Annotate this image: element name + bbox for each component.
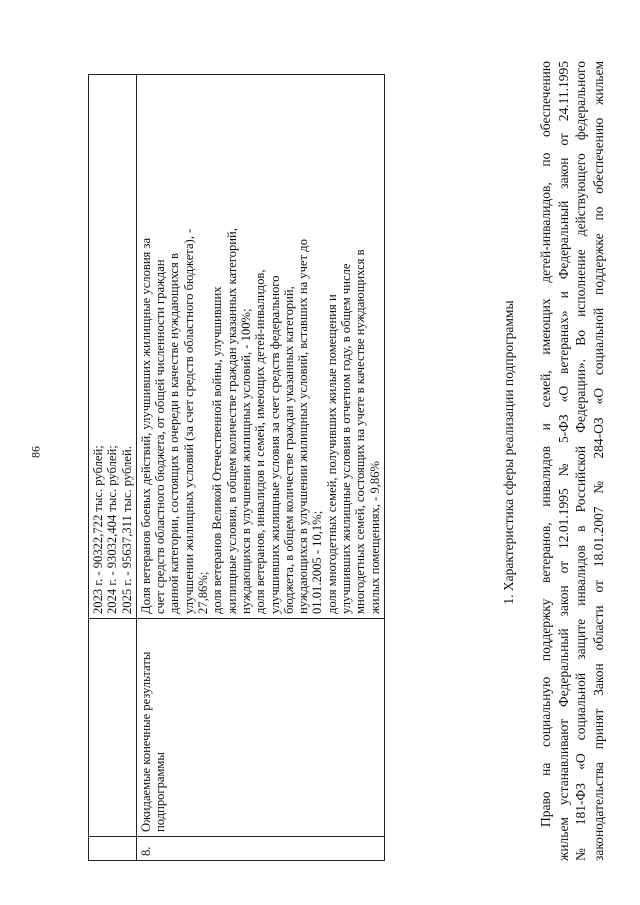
result-line: счет средств областного бюджета, от общей численности граждан	[153, 259, 168, 614]
subprogram-passport-table	[88, 74, 385, 861]
row-label-line: подпрограммы	[153, 752, 168, 832]
paragraph-line: законодательства принят Закон области от 18.01.2007 № 284-ОЗ «О социальной поддержке по обеспечению жильем	[590, 61, 606, 861]
row-label	[89, 619, 137, 837]
funding-line: 2023 г. - 90322,722 тыс. рублей;	[91, 445, 105, 614]
funding-line: 2024 г. - 93032,404 тыс. рублей;	[105, 445, 120, 614]
paragraph-line: № 181-ФЗ «О социальной защите инвалидов в Российской Федерации». Во исполнение действующего федерального	[573, 61, 589, 861]
section-heading: 1. Характеристика сферы реализации подпрограммы	[501, 300, 516, 605]
result-line: нуждающихся в улучшении жилищных условий, - 100%;	[238, 308, 253, 614]
result-line: 01.01.2005 - 10,1%;	[310, 510, 325, 614]
funding-line: 2025 г. - 95637,311 тыс. рублей.	[119, 446, 134, 614]
result-line: жилых помещениях, - 9,86%	[367, 460, 382, 614]
result-line: данной категории, состоящих в очереди в качестве нуждающихся в	[167, 253, 182, 614]
row-number	[89, 837, 137, 861]
result-line: улучшивших жилищные условия в отчетном году, в общем числе	[339, 263, 354, 614]
result-line: Доля ветеранов боевых действий, улучшивших жилищные условия за	[138, 237, 153, 614]
result-line: жилищные условия, в общем количестве граждан указанных категорий,	[224, 228, 239, 614]
result-line: улучшении жилищных условий (за счет средств областного бюджета), -	[181, 228, 196, 614]
result-line: улучшивших жилищные условия за счет средств федерального	[267, 275, 282, 614]
table-row-funding	[89, 75, 137, 861]
funding-cell	[89, 75, 137, 619]
body-paragraph	[537, 61, 607, 861]
row-label-line: Ожидаемые конечные результаты	[138, 651, 153, 832]
paragraph-line: Право на социальную поддержку ветеранов, инвалидов и семей, имеющих детей-инвалидов, по обеспечению	[538, 61, 553, 827]
result-line: бюджета, в общем количестве граждан указанных категорий,	[281, 286, 296, 614]
row-number: 8.	[136, 837, 384, 861]
result-line: доля многодетных семей, получивших жилые помещения и	[324, 294, 339, 614]
result-line: доля ветеранов, инвалидов и семей, имеющих детей-инвалидов,	[253, 269, 268, 614]
page-number: 86	[28, 446, 43, 458]
expected-results-cell	[136, 75, 384, 619]
result-line: нуждающихся в улучшении жилищных условий, вставших на учет до	[296, 239, 311, 614]
result-line: доля ветеранов Великой Отечественной войны, улучшивших	[210, 286, 225, 614]
result-line: многодетных семей, состоящих на учете в качестве нуждающихся в	[353, 249, 368, 614]
table-row-expected-results	[136, 75, 384, 861]
paragraph-line: жильем устанавливают Федеральный закон от 12.01.1995 № 5-ФЗ «О ветеранах» и Федеральный закон от 24.11.1995	[555, 61, 571, 861]
row-label	[136, 619, 384, 837]
result-line: 27,86%;	[196, 571, 211, 614]
